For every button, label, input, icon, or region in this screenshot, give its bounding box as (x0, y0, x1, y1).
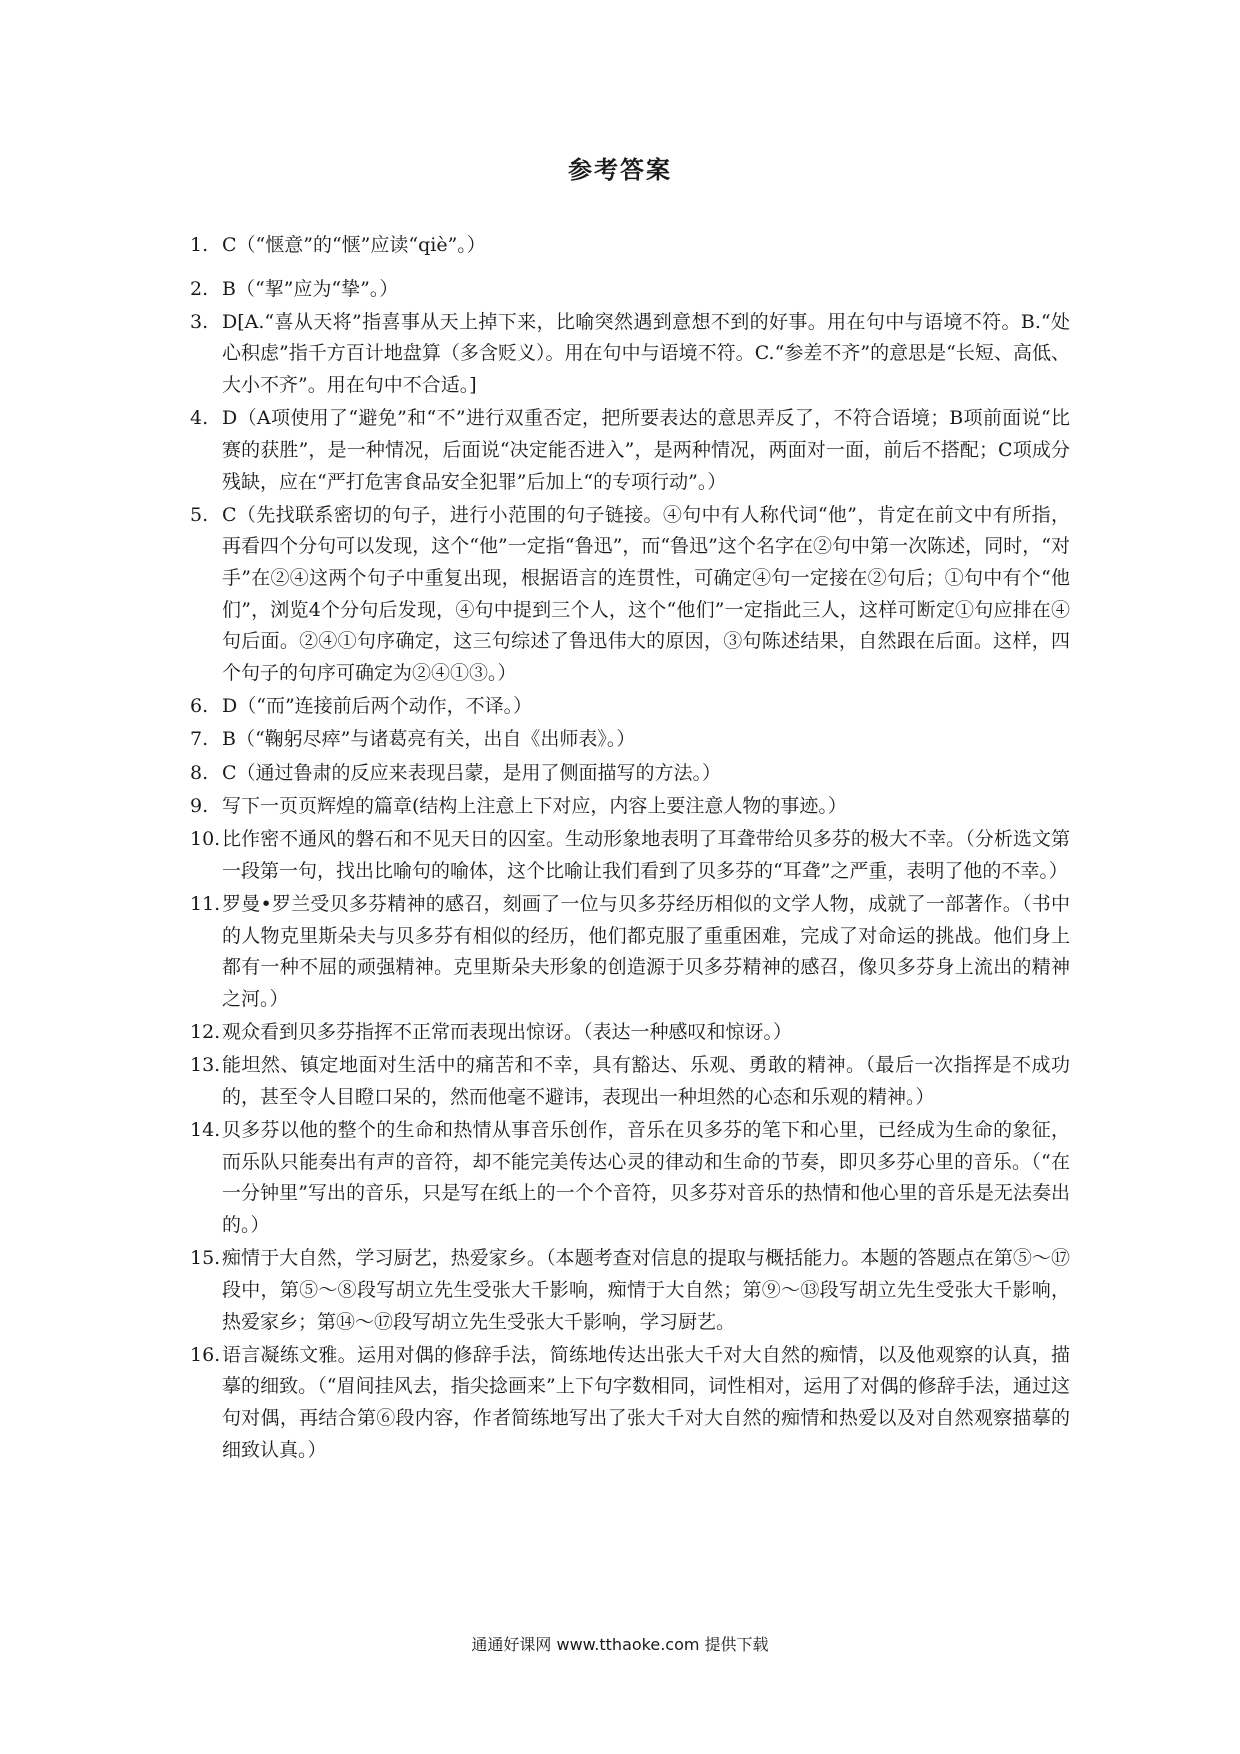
answer-item (190, 230, 1070, 262)
answer-number: 10. (190, 828, 221, 851)
answer-number: 13. (190, 1054, 221, 1077)
answer-text: D（A项使用了“避免”和“不”进行双重否定，把所要表达的意思弄反了，不符合语境；B项前面说“比赛的获胜”，是一种情况，后面说“决定能否进入”，是两种情况，两面对一面，前后不搭配；C项成分残缺，应在“严打危害食品安全犯罪”后加上“的专项行动”。） (222, 407, 1070, 493)
answer-item (190, 1340, 1070, 1466)
answer-number: 9. (190, 794, 209, 817)
answer-item (190, 1115, 1070, 1241)
answer-item (190, 307, 1070, 402)
answer-list (190, 230, 1070, 1468)
answer-item (190, 1017, 1070, 1049)
answer-number: 5. (190, 503, 209, 526)
answer-item (190, 724, 1070, 756)
answer-item (190, 500, 1070, 690)
answer-text: D（“而”连接前后两个动作，不译。） (222, 695, 533, 718)
answer-number: 3. (190, 310, 209, 333)
answer-text: 观众看到贝多芬指挥不正常而表现出惊讶。（表达一种感叹和惊讶。） (222, 1021, 793, 1044)
answer-number: 2. (190, 277, 209, 300)
answer-item (190, 274, 1070, 306)
answer-number: 7. (190, 728, 209, 751)
answer-number: 16. (190, 1343, 221, 1366)
answer-item (190, 1050, 1070, 1113)
answer-text: B（“鞠躬尽瘁”与诸葛亮有关，出自《出师表》。） (222, 728, 636, 751)
answer-item (190, 1243, 1070, 1338)
answer-number: 8. (190, 761, 209, 784)
answer-number: 12. (190, 1021, 221, 1044)
answer-text: D[A.“喜从天将”指喜事从天上掉下来，比喻突然遇到意想不到的好事。用在句中与语境不符。B.“处心积虑”指千方百计地盘算（多含贬义）。用在句中与语境不符。C.“参差不齐”的意思是“长短、高低、大小不齐”。用在句中不合适。] (222, 310, 1070, 397)
answer-text: C（先找联系密切的句子，进行小范围的句子链接。④句中有人称代词“他”，肯定在前文中有所指，再看四个分句可以发现，这个“他”一定指“鲁迅”，而“鲁迅”这个名字在②句中第一次陈述，同时，“对手”在②④这两个句子中重复出现，根据语言的连贯性，可确定④句一定接在②句后；①句中有个“他们”，浏览4个分句后发现，④句中提到三个人，这个“他们”一定指此三人，这样可断定①句应排在④句后面。②④①句序确定，这三句综述了鲁迅伟大的原因，③句陈述结果，自然跟在后面。这样，四个句子的句序可确定为②④①③。） (222, 503, 1070, 684)
answer-item (190, 403, 1070, 498)
answer-text: C（通过鲁肃的反应来表现吕蒙，是用了侧面描写的方法。） (222, 761, 722, 784)
answer-text: 贝多芬以他的整个的生命和热情从事音乐创作，音乐在贝多芬的笔下和心里，已经成为生命的象征，而乐队只能奏出有声的音符，却不能完美传达心灵的律动和生命的节奏，即贝多芬心里的音乐。（“在一分钟里”写出的音乐，只是写在纸上的一个个音符，贝多芬对音乐的热情和他心里的音乐是无法奏出的。） (222, 1119, 1070, 1237)
answer-item (190, 889, 1070, 1015)
answer-text: B（“挈”应为“挚”。） (222, 277, 399, 300)
answer-item (190, 691, 1070, 723)
answer-text: C（“惬意”的“惬”应读“qiè”。） (222, 234, 486, 256)
page-footer: 通通好课网 www.tthaoke.com 提供下载 (471, 1635, 769, 1654)
answer-number: 1. (190, 234, 209, 256)
answer-text: 罗曼•罗兰受贝多芬精神的感召，刻画了一位与贝多芬经历相似的文学人物，成就了一部著作。（书中的人物克里斯朵夫与贝多芬有相似的经历，他们都克服了重重困难，完成了对命运的挑战。他们身上都有一种不屈的顽强精神。克里斯朵夫形象的创造源于贝多芬精神的感召，像贝多芬身上流出的精神之河。） (222, 893, 1070, 1010)
answer-item (190, 758, 1070, 790)
answer-number: 11. (190, 893, 221, 916)
answer-text: 语言凝练文雅。运用对偶的修辞手法，简练地传达出张大千对大自然的痴情，以及他观察的认真，描摹的细致。（“眉间挂风去，指尖捻画来”上下句字数相同，词性相对，运用了对偶的修辞手法，通过这句对偶，再结合第⑥段内容，作者简练地写出了张大千对大自然的痴情和热爱以及对自然观察描摹的细致认真。） (222, 1343, 1070, 1461)
answer-number: 15. (190, 1247, 221, 1270)
answer-text: 痴情于大自然，学习厨艺，热爱家乡。（本题考查对信息的提取与概括能力。本题的答题点在第⑤～⑰段中，第⑤～⑧段写胡立先生受张大千影响，痴情于大自然；第⑨～⑬段写胡立先生受张大千影响，热爱家乡；第⑭～⑰段写胡立先生受张大千影响，学习厨艺。 (222, 1247, 1070, 1333)
answer-number: 4. (190, 407, 209, 430)
answer-item (190, 791, 1070, 823)
answer-text: 能坦然、镇定地面对生活中的痛苦和不幸，具有豁达、乐观、勇敢的精神。（最后一次指挥是不成功的，甚至令人目瞪口呆的，然而他毫不避讳，表现出一种坦然的心态和乐观的精神。） (222, 1054, 1070, 1108)
answer-number: 14. (190, 1119, 221, 1142)
answer-item (190, 824, 1070, 887)
answer-text: 写下一页页辉煌的篇章(结构上注意上下对应，内容上要注意人物的事迹。） (222, 794, 847, 817)
page-title: 参考答案 (568, 155, 672, 184)
answer-text: 比作密不通风的磐石和不见天日的囚室。生动形象地表明了耳聋带给贝多芬的极大不幸。（分析选文第一段第一句，找出比喻句的喻体，这个比喻让我们看到了贝多芬的“耳聋”之严重，表明了他的不幸。） (222, 828, 1070, 882)
answer-number: 6. (190, 695, 209, 718)
